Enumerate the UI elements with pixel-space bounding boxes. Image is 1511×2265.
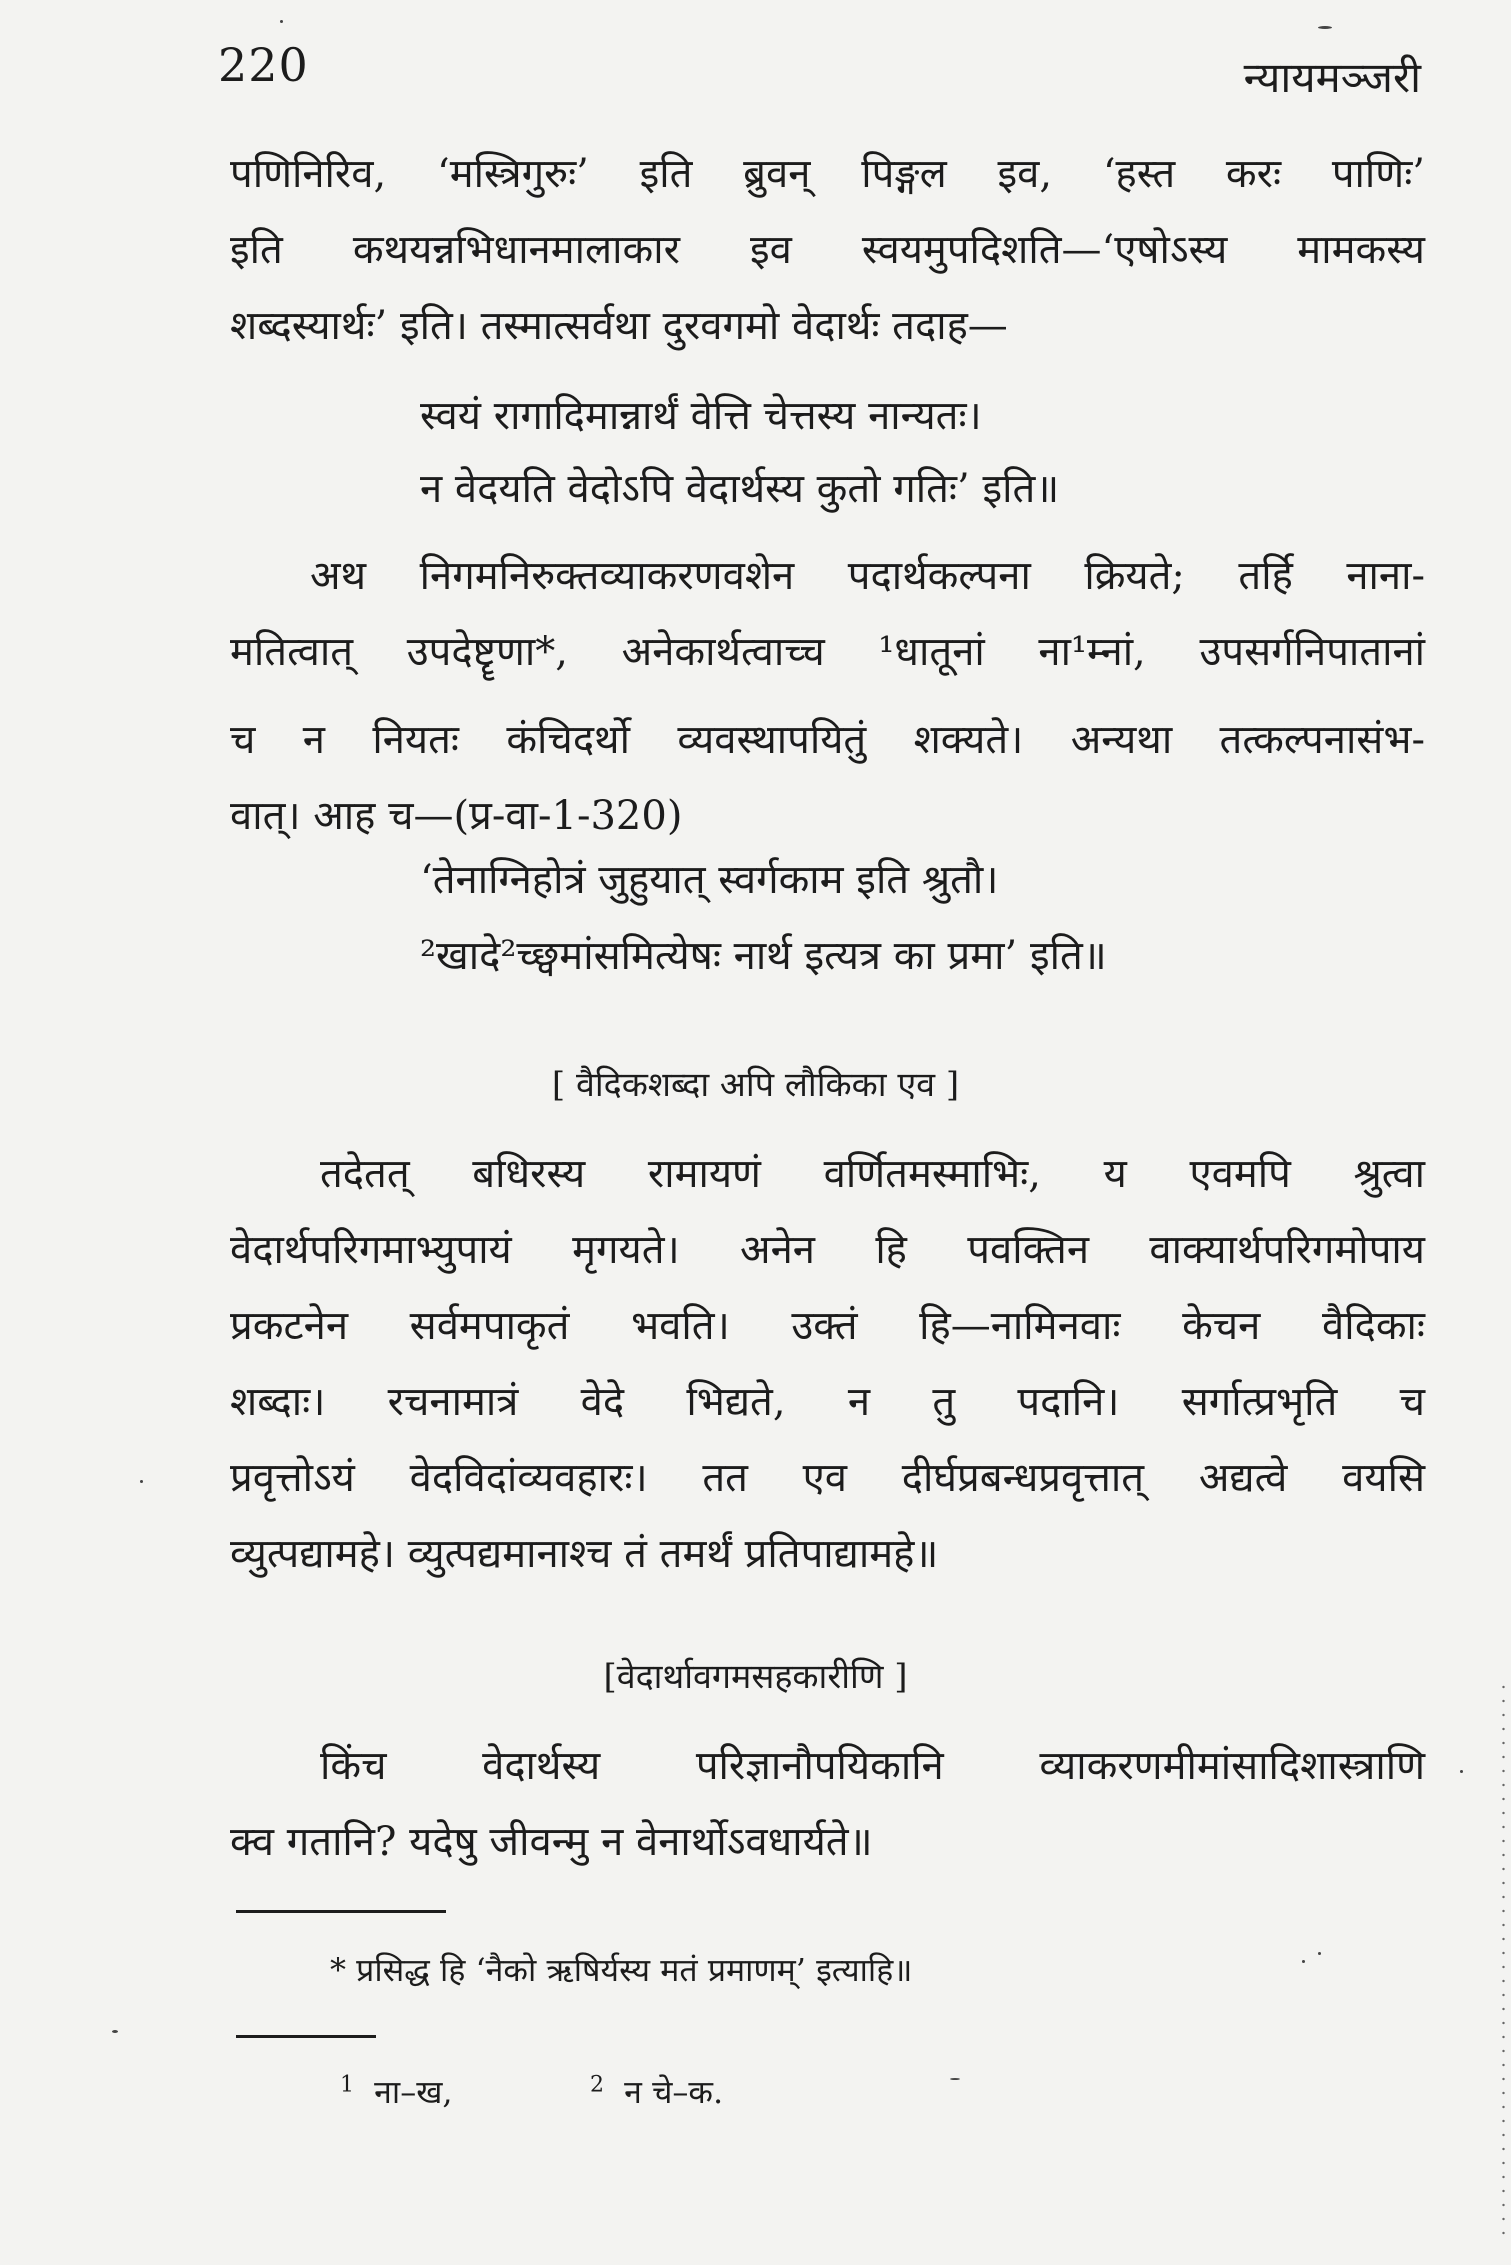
text-line: क्व गतानि? यदेषु जीवन्मु न वेनार्थोऽवधार्यते॥ bbox=[230, 1819, 873, 1865]
verse-line: ‘तेनाग्निहोत्रं जुहुयात् स्वर्गकाम इति श्रुतौ। bbox=[420, 857, 999, 903]
scan-speck bbox=[280, 20, 283, 23]
text-line: प्रवृत्तोऽयं वेदविदांव्यवहारः। तत एव दीर्घप्रबन्धप्रवृत्तात् अद्यत्वे वयसि bbox=[230, 1455, 1425, 1501]
footnote-2-marker: 2 bbox=[590, 2072, 604, 2098]
text-line: अथ निगमनिरुक्तव्याकरणवशेन पदार्थकल्पना क्रियते; तर्हि नाना- bbox=[310, 553, 1425, 599]
text-line: शब्दाः। रचनामात्रं वेदे भिद्यते, न तु पदानि। सर्गात्प्रभृति च bbox=[230, 1379, 1425, 1425]
scan-speck bbox=[140, 1480, 143, 1483]
running-title: न्यायमञ्जरी bbox=[1243, 53, 1421, 102]
text-line: इति कथयन्नभिधानमालाकार इव स्वयमुपदिशति—‘एषोऽस्य मामकस्य bbox=[230, 227, 1425, 273]
text-line: वात्। आह च—(प्र-वा-1-320) bbox=[230, 793, 683, 839]
verse-line: स्वयं रागादिमान्नार्थं वेत्ति चेत्तस्य नान्यतः। bbox=[420, 393, 982, 439]
text-line: प्रकटनेन सर्वमपाकृतं भवति। उक्तं हि—नामिनवाः केचन वैदिकाः bbox=[230, 1303, 1425, 1349]
footnote-2 bbox=[590, 2070, 723, 2113]
text-line: वेदार्थपरिगमाभ्युपायं मृगयते। अनेन हि पवक्तिन वाक्यार्थपरिगमोपाय bbox=[230, 1227, 1425, 1273]
text-line: तदेतत् बधिरस्य रामायणं वर्णितमस्माभिः, य एवमपि श्रुत्वा bbox=[320, 1151, 1425, 1197]
footnote-1-text: ना–ख, bbox=[374, 2073, 453, 2111]
scan-speck bbox=[1318, 1952, 1321, 1955]
text-line: व्युत्पद्यामहे। व्युत्पद्यमानाश्च तं तमर्थं प्रतिपाद्यामहे॥ bbox=[230, 1531, 939, 1577]
footnote-rule bbox=[236, 1910, 446, 1913]
scan-speck bbox=[1318, 26, 1332, 29]
section-heading: [वेदार्थावगमसहकारीणि ] bbox=[603, 1657, 908, 1697]
footnote-1 bbox=[340, 2070, 453, 2113]
footnote-1-marker: 1 bbox=[340, 2072, 354, 2098]
verse-line: ²खादे²च्छ्वमांसमित्येषः नार्थ इत्यत्र का प्रमा’ इति॥ bbox=[420, 933, 1107, 979]
verse-line: न वेदयति वेदोऽपि वेदार्थस्य कुतो गतिः’ इति॥ bbox=[420, 466, 1060, 512]
footnote-rule bbox=[236, 2035, 376, 2038]
text-line: च न नियतः कंचिदर्थो व्यवस्थापयितुं शक्यते। अन्यथा तत्कल्पनासंभ- bbox=[230, 717, 1425, 763]
scan-speck bbox=[112, 2030, 118, 2033]
footnote-2-text: न चे–क. bbox=[624, 2073, 724, 2111]
scan-speck bbox=[1302, 1960, 1305, 1963]
scan-speck bbox=[950, 2078, 960, 2080]
text-line: पणिनिरिव, ‘मस्त्रिगुरुः’ इति ब्रुवन् पिङ्गल इव, ‘हस्त करः पाणिः’ bbox=[230, 151, 1425, 197]
footnote-star: * प्रसिद्ध हि ‘नैको ऋषिर्यस्य मतं प्रमाणम्’ इत्याहि॥ bbox=[330, 1951, 913, 1989]
text-line: किंच वेदार्थस्य परिज्ञानौपयिकानि व्याकरणमीमांसादिशास्त्राणि bbox=[320, 1743, 1425, 1789]
text-line: शब्दस्यार्थः’ इति। तस्मात्सर्वथा दुरवगमो वेदार्थः तदाह— bbox=[230, 303, 1008, 349]
scan-speck bbox=[1460, 1770, 1463, 1773]
scan-edge bbox=[1502, 1680, 1505, 2240]
section-heading: [ वैदिकशब्दा अपि लौकिका एव ] bbox=[551, 1065, 960, 1105]
page-number: 220 bbox=[218, 38, 309, 92]
text-line: मतित्वात् उपदेष्टॄणा*, अनेकार्थत्वाच्च ¹धातूनां ना¹म्नां, उपसर्गनिपातानां bbox=[230, 629, 1425, 675]
